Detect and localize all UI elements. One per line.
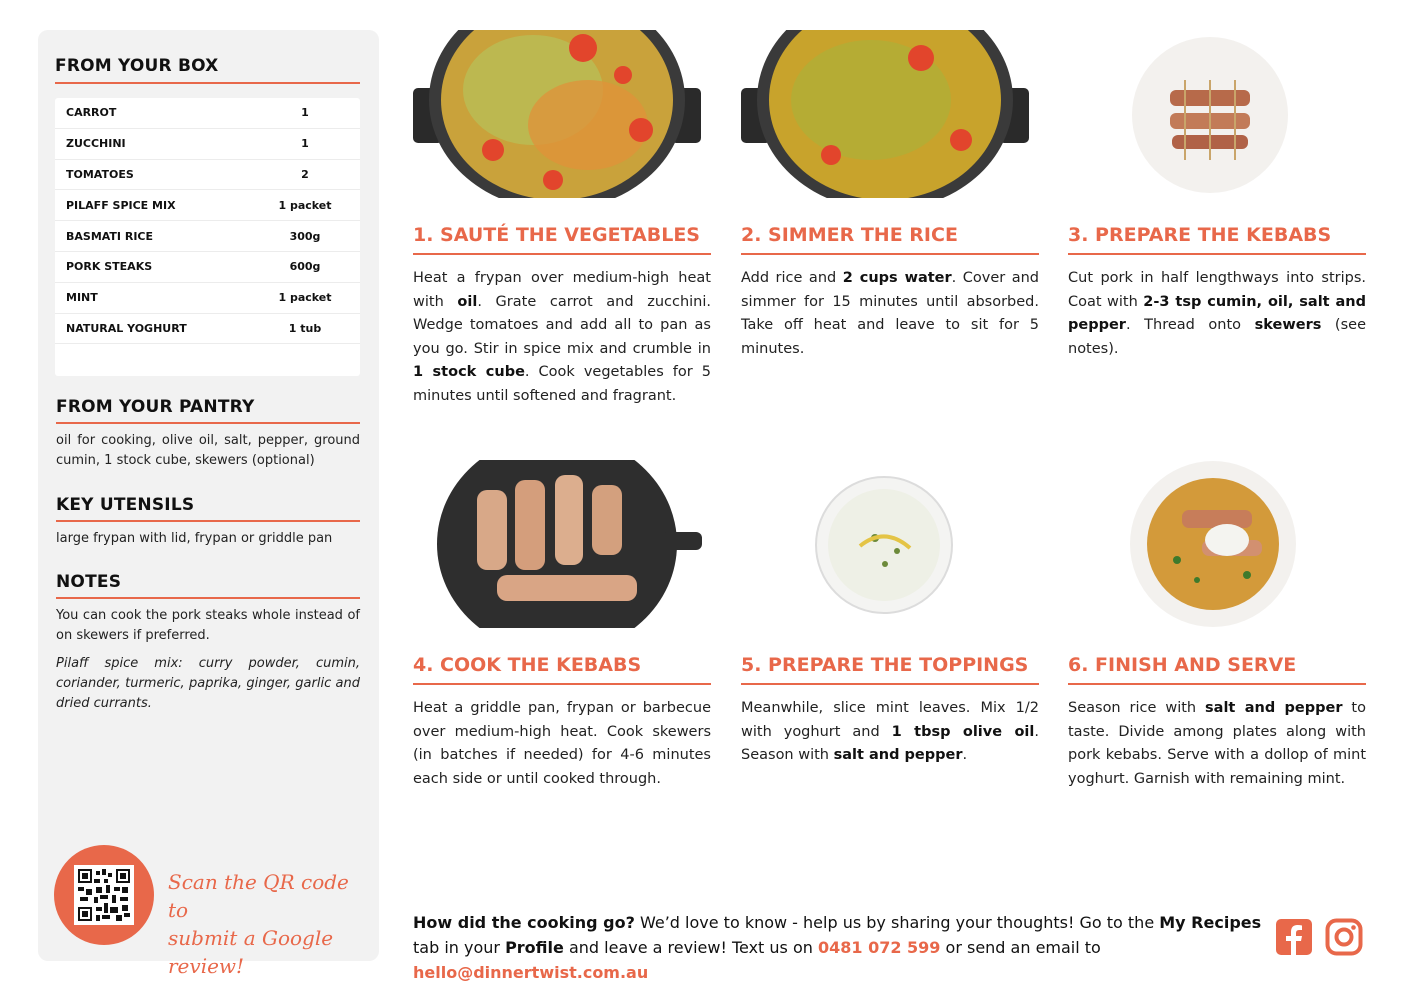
ingredient-row xyxy=(55,252,360,283)
ingredient-qty: 600g xyxy=(289,260,321,274)
ingredients-table xyxy=(55,98,360,376)
footer-text-3: and leave a review! Text us on xyxy=(563,938,818,957)
step-1-rule xyxy=(413,253,711,255)
step-4-title: 4. COOK THE KEBABS xyxy=(413,654,642,676)
step-4-image xyxy=(437,460,702,628)
step-text-bold: 1 tbsp olive oil xyxy=(891,723,1035,740)
step-2-image xyxy=(741,30,1029,198)
step-text-run: Meanwhile, slice mint leaves. Mix 1/2 with yoghurt and xyxy=(741,700,1039,740)
step-text-run: Cut pork in half lengthways into strips. Coat with xyxy=(1068,270,1366,310)
notes-text: You can cook the pork steaks whole instead of on skewers if preferred. xyxy=(56,608,360,643)
facebook-icon[interactable] xyxy=(1275,918,1313,956)
pantry-title: FROM YOUR PANTRY xyxy=(56,397,255,417)
step-text-run: (see notes). xyxy=(1068,317,1366,357)
step-5-title: 5. PREPARE THE TOPPINGS xyxy=(741,654,1029,676)
notes-rule xyxy=(56,597,360,599)
step-text-bold: 2 cups water xyxy=(842,270,952,286)
instagram-icon[interactable] xyxy=(1325,918,1363,956)
step-text-run: . Season with xyxy=(741,723,1039,763)
step-1-image xyxy=(413,30,701,198)
ingredient-name: MINT xyxy=(66,291,98,305)
step-text-run: Season rice with xyxy=(1068,700,1206,716)
step-3-title: 3. PREPARE THE KEBABS xyxy=(1068,224,1332,246)
ingredient-row xyxy=(55,129,360,160)
step-1-title: 1. SAUTÉ THE VEGETABLES xyxy=(413,224,700,246)
qr-caption-line-2: submit a Google review! xyxy=(168,926,334,978)
ingredient-name: BASMATI RICE xyxy=(66,229,154,243)
step-text-bold: 2-3 tsp cumin, oil, salt and pepper xyxy=(1068,293,1366,333)
footer-question: How did the cooking go? xyxy=(413,913,635,932)
pantry-text: oil for cooking, olive oil, salt, pepper, ground cumin, 1 stock cube, skewers (optional) xyxy=(56,433,360,468)
step-6-rule xyxy=(1068,683,1366,685)
utensils-title: KEY UTENSILS xyxy=(56,495,195,515)
step-text-run: . Thread onto xyxy=(1125,317,1255,333)
ingredient-row xyxy=(55,283,360,314)
step-text-bold: salt and pepper xyxy=(833,747,963,763)
step-text-run: Add rice and xyxy=(741,270,843,286)
step-2-title: 2. SIMMER THE RICE xyxy=(741,224,958,246)
qr-badge[interactable] xyxy=(54,845,154,945)
step-text-bold: oil xyxy=(457,293,478,310)
ingredient-row xyxy=(55,221,360,252)
ingredient-qty: 1 tub xyxy=(288,321,322,335)
ingredient-row xyxy=(55,314,360,345)
ingredient-row xyxy=(55,98,360,129)
step-5-image xyxy=(815,476,953,614)
notes-title: NOTES xyxy=(56,572,122,592)
step-3-image xyxy=(1130,35,1290,195)
qr-caption-line-1: Scan the QR code to xyxy=(168,870,349,922)
box-title: FROM YOUR BOX xyxy=(55,56,219,76)
step-text-run: Heat a griddle pan, frypan or barbecue over medium-high heat. Cook skewers (in batches if needed) for 4-6 minutes each side or until cooked through. xyxy=(413,700,711,787)
step-5-rule xyxy=(741,683,1039,685)
notes-spice-mix: Pilaff spice mix: curry powder, cumin, coriander, turmeric, paprika, ginger, garlic and dried currants. xyxy=(56,656,360,711)
step-text-run: . xyxy=(962,747,968,763)
ingredient-name: ZUCCHINI xyxy=(66,137,126,151)
footer-email-link[interactable]: hello@dinnertwist.com.au xyxy=(413,963,649,982)
utensils-rule xyxy=(56,520,360,522)
ingredient-qty: 300g xyxy=(289,229,321,243)
ingredient-qty: 1 xyxy=(301,137,309,151)
qr-caption xyxy=(168,868,368,980)
step-3-rule xyxy=(1068,253,1366,255)
ingredient-qty: 1 xyxy=(301,106,309,120)
ingredient-name: PILAFF SPICE MIX xyxy=(66,198,176,212)
footer-text-4: or send an email to xyxy=(940,938,1101,957)
ingredient-row xyxy=(55,190,360,221)
pantry-rule xyxy=(56,422,360,424)
step-text-run: Heat a frypan over medium-high heat with xyxy=(413,270,711,310)
step-text-run: . Grate carrot and zucchini. Wedge tomatoes and add all to pan as you go. Stir in spice mix and crumble in xyxy=(413,293,711,357)
ingredient-qty: 1 packet xyxy=(278,291,332,305)
ingredient-name: NATURAL YOGHURT xyxy=(66,321,187,335)
step-text-bold: salt and pepper xyxy=(1205,700,1343,716)
ingredient-name: PORK STEAKS xyxy=(66,260,153,274)
ingredient-name: CARROT xyxy=(66,106,117,120)
qr-code-icon[interactable] xyxy=(74,865,134,925)
step-3-text xyxy=(1068,267,1366,361)
footer-text-2: tab in your xyxy=(413,938,506,957)
step-text-bold: 1 stock cube xyxy=(413,364,525,380)
ingredient-name: TOMATOES xyxy=(66,167,134,181)
sidebar xyxy=(38,30,379,978)
footer-profile: Profile xyxy=(505,938,564,957)
footer-phone-link[interactable]: 0481 072 599 xyxy=(817,938,941,957)
step-6-text xyxy=(1068,697,1366,791)
step-2-text xyxy=(741,267,1039,361)
utensils-text: large frypan with lid, frypan or griddle pan xyxy=(56,531,333,546)
step-1-text xyxy=(413,267,711,408)
ingredient-qty: 1 packet xyxy=(278,198,332,212)
step-2-rule xyxy=(741,253,1039,255)
ingredient-qty: 2 xyxy=(301,167,309,181)
box-title-rule xyxy=(55,82,360,84)
ingredient-row xyxy=(55,160,360,191)
step-text-run: . Cover and simmer for 15 minutes until absorbed. Take off heat and leave to sit for 5 minutes. xyxy=(741,270,1039,357)
step-5-text xyxy=(741,697,1039,768)
step-text-run: . Cook vegetables for 5 minutes until softened and fragrant. xyxy=(413,364,711,404)
step-4-rule xyxy=(413,683,711,685)
step-6-title: 6. FINISH AND SERVE xyxy=(1068,654,1297,676)
step-text-bold: skewers xyxy=(1254,317,1322,333)
review-footer xyxy=(413,910,1263,985)
step-text-run: to taste. Divide among plates along with pork kebabs. Serve with a dollop of mint yoghurt. Garnish with remaining mint. xyxy=(1068,700,1366,787)
step-6-image xyxy=(1127,460,1299,628)
footer-text-1: We’d love to know - help us by sharing your thoughts! Go to the xyxy=(634,913,1160,932)
footer-my-recipes: My Recipes xyxy=(1159,913,1262,932)
step-4-text xyxy=(413,697,711,791)
